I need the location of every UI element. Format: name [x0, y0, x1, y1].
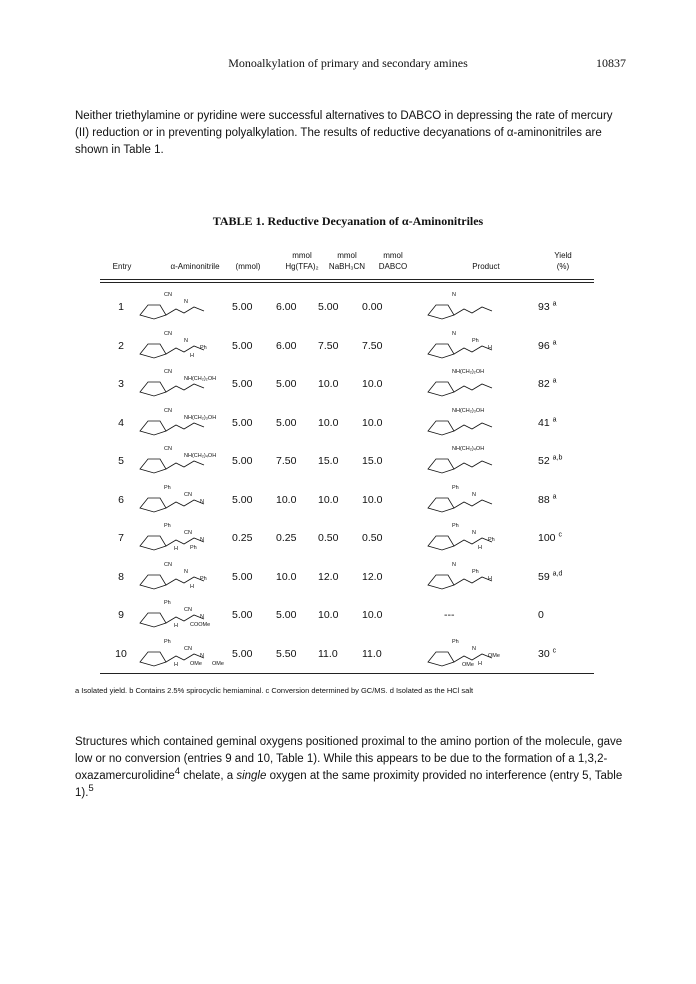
yield-value: [538, 417, 578, 429]
yield-footnote-marker: a: [552, 493, 557, 500]
atom-label: CN: [164, 561, 172, 568]
atom-label: NH(CH₂)₄OH: [452, 446, 485, 452]
chain-bond-sketch: [454, 307, 492, 315]
atom-label: CN: [184, 645, 192, 652]
yield-value: [538, 571, 578, 583]
product-structure: [422, 597, 517, 631]
entry-number: 7: [118, 532, 124, 544]
table-title: TABLE 1. Reductive Decyanation of α-Aminonitriles: [212, 214, 484, 228]
yield-footnote-marker: c: [558, 531, 562, 539]
chain-bond-sketch: [454, 538, 492, 546]
hg-value: 6.00: [276, 301, 297, 313]
atom-label: OMe: [190, 660, 202, 667]
yield-number: 100: [538, 532, 559, 544]
atom-label: NH(CH₂)₄OH: [184, 453, 217, 459]
hg-value: 5.00: [276, 609, 297, 621]
structure-diagram: [134, 636, 229, 670]
atom-label: N: [200, 614, 204, 620]
aminonitrile-structure: [134, 520, 229, 554]
structure-diagram: [134, 520, 229, 554]
atom-label: N: [200, 537, 204, 543]
product-structure: [422, 289, 517, 323]
mmol-value: 5.00: [232, 301, 253, 313]
product-structure: [422, 482, 517, 516]
dabco-value: 10.0: [362, 416, 383, 429]
nabh-value: 10.0: [318, 378, 339, 390]
atom-label: CN: [164, 369, 172, 375]
structure-diagram: [422, 636, 517, 670]
atom-label: H: [488, 575, 492, 582]
ring-bond-sketch: [428, 575, 454, 589]
ring-bond-sketch: [428, 382, 454, 396]
structure-diagram: [134, 482, 229, 516]
atom-label: Ph: [452, 523, 459, 529]
hg-value: 5.00: [276, 416, 297, 429]
atom-label: N: [200, 652, 204, 659]
entry-number: 6: [118, 493, 124, 506]
chain-bond-sketch: [166, 461, 204, 469]
structure-diagram: [134, 597, 229, 631]
yield-footnote-marker: c: [552, 647, 557, 654]
table-row: [100, 441, 594, 481]
yield-footnote-marker: a: [552, 339, 557, 346]
atom-label: Ph: [164, 484, 171, 491]
ring-bond-sketch: [428, 344, 454, 358]
atom-label: H: [478, 660, 482, 667]
table-footnote: a Isolated yield. b Contains 2.5% spirocyclic hemiaminal. c Conversion determined by GC/MS. d Isolated as the HCl salt: [75, 686, 474, 695]
atom-label: Ph: [472, 337, 479, 344]
chain-bond-sketch: [454, 384, 492, 392]
ring-bond-sketch: [140, 305, 166, 319]
discussion-emphasis: single: [236, 770, 267, 782]
table-row: [100, 326, 594, 366]
ring-bond-sketch: [428, 305, 454, 319]
atom-label: Ph: [488, 537, 495, 543]
structure-diagram: [422, 443, 517, 477]
entry-number: 9: [118, 609, 124, 621]
table-row: [100, 403, 594, 443]
structure-diagram: [422, 366, 517, 400]
table-row: [100, 595, 594, 635]
ring-bond-sketch: [428, 498, 454, 512]
atom-label: Ph: [452, 484, 459, 491]
atom-label: N: [472, 530, 476, 536]
atom-label: NH(CH₂)₂OH: [452, 369, 485, 375]
hg-value: 10.0: [276, 493, 297, 506]
atom-label: H: [174, 623, 178, 629]
aminonitrile-structure: [134, 328, 229, 362]
table-row: [100, 287, 594, 327]
product-structure: [422, 636, 517, 670]
structure-diagram: [134, 559, 229, 593]
mmol-value: 5.00: [232, 609, 253, 621]
dabco-value: 11.0: [362, 647, 382, 660]
mmol-value: 5.00: [232, 647, 253, 660]
nabh-value: 10.0: [318, 493, 339, 506]
entry-number: 8: [118, 570, 124, 583]
mmol-value: 0.25: [232, 532, 253, 544]
product-structure: [422, 366, 517, 400]
atom-label: Ph: [190, 545, 197, 551]
hg-value: 5.50: [276, 647, 297, 660]
chain-bond-sketch: [454, 654, 492, 662]
structure-diagram: [134, 443, 229, 477]
yield-footnote-marker: a,b: [552, 454, 563, 462]
atom-label: CN: [164, 446, 172, 452]
chain-bond-sketch: [166, 384, 204, 392]
running-title: Monoalkylation of primary and secondary amines: [228, 56, 468, 70]
nabh-value: 5.00: [318, 301, 339, 313]
page-number: 10837: [596, 56, 626, 70]
structure-diagram: [134, 405, 229, 439]
yield-value: [538, 301, 578, 313]
table-bottom-rule: [100, 673, 594, 674]
yield-number: 0: [538, 609, 544, 621]
entry-number: 4: [118, 416, 124, 429]
ring-bond-sketch: [140, 613, 166, 627]
header-nabh-bottom: NaBH₃CN: [328, 262, 366, 271]
atom-label: OMe: [488, 652, 500, 659]
yield-value: [538, 532, 578, 544]
atom-label: OMe: [462, 661, 474, 668]
atom-label: Ph: [200, 344, 207, 351]
chain-bond-sketch: [454, 461, 492, 469]
product-structure: [422, 443, 517, 477]
yield-value: [538, 340, 578, 352]
aminonitrile-structure: [134, 443, 229, 477]
yield-footnote-marker: a: [552, 300, 557, 308]
chain-bond-sketch: [454, 500, 492, 508]
chain-bond-sketch: [166, 500, 204, 508]
aminonitrile-structure: [134, 289, 229, 323]
entry-number: 1: [118, 301, 124, 313]
mmol-value: 5.00: [232, 570, 253, 583]
structure-diagram: [422, 405, 517, 439]
table-row: [100, 364, 594, 404]
dabco-value: 7.50: [362, 339, 383, 352]
header-mmol: (mmol): [235, 262, 261, 271]
atom-label: Ph: [452, 638, 459, 645]
atom-label: N: [184, 337, 188, 344]
structure-diagram: [422, 328, 517, 362]
ring-bond-sketch: [428, 459, 454, 473]
atom-label: CN: [164, 407, 172, 414]
product-structure: [422, 328, 517, 362]
atom-label: N: [452, 292, 456, 298]
atom-label: OMe: [212, 660, 224, 667]
yield-number: 41: [538, 416, 553, 429]
yield-number: 52: [538, 455, 553, 467]
yield-footnote-marker: a: [552, 377, 557, 385]
ring-bond-sketch: [140, 575, 166, 589]
hg-value: 7.50: [276, 455, 297, 467]
reference-5: 5: [88, 783, 94, 795]
ring-bond-sketch: [140, 498, 166, 512]
atom-label: N: [184, 299, 188, 305]
atom-label: N: [472, 491, 476, 498]
chain-bond-sketch: [454, 346, 492, 354]
aminonitrile-structure: [134, 636, 229, 670]
running-header: [0, 56, 696, 72]
ring-bond-sketch: [140, 344, 166, 358]
atom-label: COOMe: [190, 622, 211, 628]
header-rule-bottom: [100, 282, 594, 283]
product-structure: [422, 405, 517, 439]
atom-label: H: [174, 661, 178, 668]
intro-paragraph: Neither triethylamine or pyridine were successful alternatives to DABCO in depressing the rate of mercury (II) reduction or in preventing polyalkylation. The results of reductive decyanations of α-aminonitriles are shown in Table 1.: [75, 110, 613, 156]
nabh-value: 0.50: [318, 532, 339, 544]
product-structure: [422, 559, 517, 593]
atom-label: N: [452, 330, 456, 337]
dabco-value: 10.0: [362, 378, 383, 390]
table-row: [100, 518, 594, 558]
atom-label: NH(CH₂)₃OH: [184, 414, 217, 421]
aminonitrile-structure: [134, 482, 229, 516]
no-product-text: ---: [444, 609, 455, 621]
dabco-value: 10.0: [362, 493, 383, 506]
atom-label: Ph: [200, 575, 207, 582]
ring-bond-sketch: [140, 382, 166, 396]
header-aminonitrile: α-Aminonitrile: [170, 262, 220, 271]
atom-label: Ph: [472, 568, 479, 575]
atom-label: NH(CH₂)₃OH: [452, 407, 485, 414]
header-entry: Entry: [112, 262, 132, 271]
table-row: [100, 634, 594, 674]
discussion-text-2: chelate, a: [180, 770, 237, 782]
header-yield-top: Yield: [554, 251, 572, 260]
chain-bond-sketch: [454, 423, 492, 431]
chain-bond-sketch: [166, 307, 204, 315]
atom-label: Ph: [164, 638, 171, 645]
atom-label: Ph: [164, 600, 171, 606]
hg-value: 0.25: [276, 532, 297, 544]
atom-label: H: [190, 352, 194, 359]
structure-diagram: [134, 328, 229, 362]
ring-bond-sketch: [428, 421, 454, 435]
aminonitrile-structure: [134, 597, 229, 631]
atom-label: CN: [184, 530, 192, 536]
header-dabco-bottom: DABCO: [378, 262, 408, 271]
yield-value: [538, 378, 578, 390]
nabh-value: 11.0: [318, 647, 338, 660]
discussion-text-3: oxygen at the same proximity provided no interference (entry 5, Table 1).: [75, 770, 623, 799]
nabh-value: 15.0: [318, 455, 339, 467]
mmol-value: 5.00: [232, 339, 253, 352]
yield-value: [538, 494, 578, 506]
structure-diagram: [134, 289, 229, 323]
table-row: [100, 557, 594, 597]
mmol-value: 5.00: [232, 416, 253, 429]
ring-bond-sketch: [428, 536, 454, 550]
yield-footnote-marker: a,d: [552, 570, 563, 577]
chain-bond-sketch: [166, 538, 204, 546]
structure-diagram: [134, 366, 229, 400]
reference-4: 4: [174, 766, 181, 778]
entry-number: 2: [118, 339, 124, 352]
atom-label: N: [184, 568, 188, 575]
aminonitrile-structure: [134, 366, 229, 400]
yield-footnote-marker: a: [552, 416, 557, 423]
chain-bond-sketch: [166, 423, 204, 431]
header-dabco-top: mmol: [383, 251, 403, 260]
hg-value: 6.00: [276, 339, 297, 352]
entry-number: 3: [118, 378, 124, 390]
hg-value: 5.00: [276, 378, 297, 390]
dabco-value: 15.0: [362, 455, 383, 467]
table-row: [100, 480, 594, 520]
ring-bond-sketch: [140, 459, 166, 473]
mmol-value: 5.00: [232, 493, 253, 506]
discussion-paragraph: [75, 734, 625, 802]
chain-bond-sketch: [166, 577, 204, 585]
ring-bond-sketch: [428, 652, 454, 666]
ring-bond-sketch: [140, 652, 166, 666]
atom-label: CN: [164, 330, 172, 337]
hg-value: 10.0: [276, 570, 297, 583]
yield-value: [538, 609, 578, 621]
entry-number: 5: [118, 455, 124, 467]
atom-label: CN: [184, 607, 192, 613]
header-product: Product: [472, 262, 500, 271]
nabh-value: 10.0: [318, 416, 339, 429]
aminonitrile-structure: [134, 559, 229, 593]
atom-label: Ph: [164, 523, 171, 529]
yield-value: [538, 455, 578, 467]
atom-label: H: [478, 545, 482, 551]
atom-label: H: [488, 344, 492, 351]
structure-diagram: [422, 482, 517, 516]
atom-label: N: [200, 498, 204, 505]
structure-diagram: [422, 520, 517, 554]
chain-bond-sketch: [166, 346, 204, 354]
header-rule-top: [100, 279, 594, 280]
aminonitrile-structure: [134, 405, 229, 439]
yield-number: 59: [538, 570, 553, 583]
atom-label: N: [472, 645, 476, 652]
yield-number: 96: [538, 339, 553, 352]
mmol-value: 5.00: [232, 455, 253, 467]
yield-value: [538, 648, 578, 660]
entry-number: 10: [115, 647, 127, 660]
structure-diagram: [422, 289, 517, 323]
yield-number: 93: [538, 301, 553, 313]
dabco-value: 12.0: [362, 570, 383, 583]
discussion-text-1: Structures which contained geminal oxygens positioned proximal to the amino portion of the molecule, gave low or no conversion (entries 9 and 10, Table 1). While this appears to be due to the formation of a 1,3,2-oxazamercurolidine: [75, 736, 623, 782]
header-nabh-top: mmol: [337, 251, 357, 260]
atom-label: N: [452, 561, 456, 568]
atom-label: CN: [184, 491, 192, 498]
yield-number: 82: [538, 378, 553, 390]
mmol-value: 5.00: [232, 378, 253, 390]
atom-label: CN: [164, 292, 172, 298]
nabh-value: 12.0: [318, 570, 339, 583]
dabco-value: 0.50: [362, 532, 383, 544]
nabh-value: 7.50: [318, 339, 339, 352]
yield-number: 30: [538, 647, 553, 660]
product-structure: [422, 520, 517, 554]
dabco-value: 10.0: [362, 609, 383, 621]
structure-diagram: [422, 559, 517, 593]
atom-label: H: [174, 546, 178, 552]
header-yield-bottom: (%): [556, 262, 570, 271]
chain-bond-sketch: [454, 577, 492, 585]
header-hg-top: mmol: [292, 251, 312, 260]
dabco-value: 0.00: [362, 301, 383, 313]
ring-bond-sketch: [140, 421, 166, 435]
atom-label: NH(CH₂)₂OH: [184, 376, 217, 382]
yield-number: 88: [538, 493, 553, 506]
header-hg-bottom: Hg(TFA)₂: [285, 262, 319, 271]
ring-bond-sketch: [140, 536, 166, 550]
atom-label: H: [190, 583, 194, 590]
nabh-value: 10.0: [318, 609, 339, 621]
